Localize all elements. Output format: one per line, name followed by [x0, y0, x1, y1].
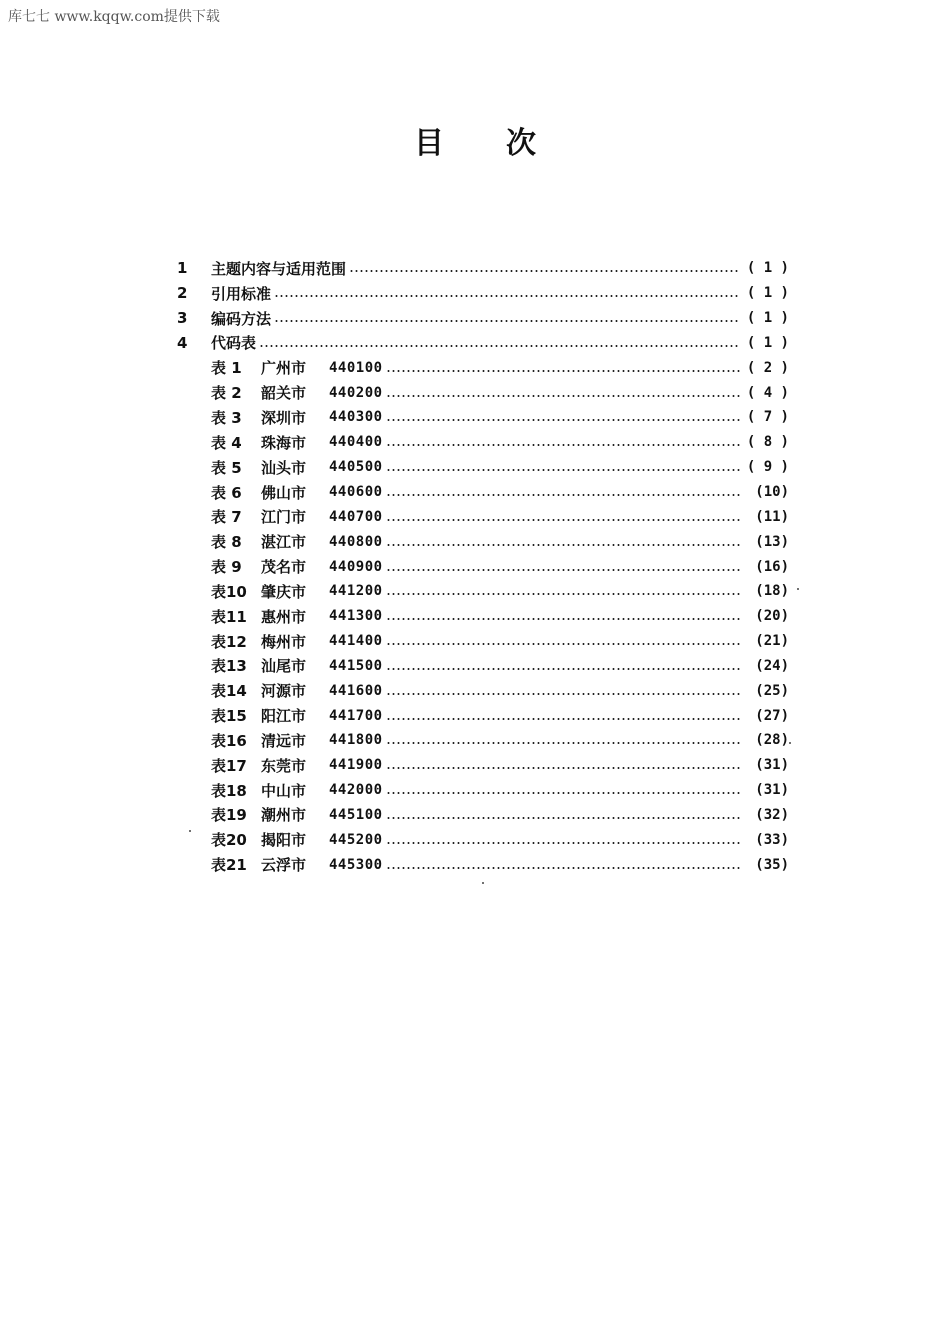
toc-table-row[interactable] [177, 753, 789, 778]
leader-dots [386, 767, 740, 769]
toc-section-row[interactable] [177, 281, 789, 306]
watermark-text: 库七七 www.kqqw.com提供下载 [8, 9, 220, 25]
area-code: 440200 [329, 384, 383, 401]
city-name: 深圳市 [261, 408, 307, 427]
toc-table-row[interactable] [177, 629, 789, 654]
leader-dots [274, 320, 740, 322]
city-name: 珠海市 [261, 433, 307, 452]
city-name: 佛山市 [261, 483, 307, 502]
table-of-contents [177, 256, 789, 877]
section-number: 4 [177, 333, 188, 352]
toc-table-row[interactable] [177, 529, 789, 554]
toc-table-row[interactable] [177, 827, 789, 852]
page-number: (10) [755, 484, 789, 501]
area-code: 441600 [329, 682, 383, 699]
table-number: 表11 [211, 607, 247, 626]
table-number: 表19 [211, 806, 247, 825]
table-number: 表 2 [211, 384, 242, 403]
title-char-2: 次 [506, 126, 536, 161]
table-number: 表14 [211, 682, 247, 701]
page-number: (31) [755, 757, 789, 774]
toc-table-row[interactable] [177, 380, 789, 405]
table-number: 表 9 [211, 558, 242, 577]
page-number: (32) [755, 806, 789, 823]
city-name: 茂名市 [261, 558, 307, 577]
leader-dots [386, 842, 740, 844]
table-number: 表 5 [211, 458, 242, 477]
leader-dots [386, 469, 740, 471]
city-name: 清远市 [261, 731, 307, 750]
page-number: (13) [755, 533, 789, 550]
scan-speck [789, 742, 791, 744]
page-number: (33) [755, 831, 789, 848]
city-name: 肇庆市 [261, 582, 307, 601]
area-code: 441700 [329, 707, 383, 724]
city-name: 阳江市 [261, 707, 307, 726]
page-number: (16) [755, 558, 789, 575]
leader-dots [386, 742, 740, 744]
city-name: 广州市 [261, 359, 307, 378]
city-name: 潮州市 [261, 806, 307, 825]
leader-dots [386, 370, 740, 372]
toc-table-row[interactable] [177, 703, 789, 728]
table-number: 表20 [211, 831, 247, 850]
area-code: 445100 [329, 806, 383, 823]
leader-dots [274, 295, 740, 297]
toc-table-row[interactable] [177, 430, 789, 455]
area-code: 441800 [329, 732, 383, 749]
toc-table-row[interactable] [177, 405, 789, 430]
toc-table-row[interactable] [177, 604, 789, 629]
title-char-1: 目 [414, 126, 444, 161]
toc-section-row[interactable] [177, 331, 789, 356]
toc-table-row[interactable] [177, 778, 789, 803]
leader-dots [386, 544, 740, 546]
table-number: 表 1 [211, 359, 242, 378]
page-number: ( 7 ) [746, 409, 789, 426]
leader-dots [386, 593, 740, 595]
area-code: 445300 [329, 856, 383, 873]
toc-table-row[interactable] [177, 803, 789, 828]
city-name: 梅州市 [261, 632, 307, 651]
area-code: 440800 [329, 533, 383, 550]
leader-dots [386, 693, 740, 695]
table-number: 表 3 [211, 408, 242, 427]
page-number: ( 1 ) [746, 334, 789, 351]
page-title [0, 118, 950, 162]
page-number: (20) [755, 608, 789, 625]
toc-table-row[interactable] [177, 852, 789, 877]
area-code: 440300 [329, 409, 383, 426]
leader-dots [386, 395, 740, 397]
leader-dots [386, 444, 740, 446]
leader-dots [259, 345, 740, 347]
leader-dots [386, 668, 740, 670]
page-number: ( 1 ) [746, 310, 789, 327]
city-name: 汕尾市 [261, 657, 307, 676]
area-code: 440600 [329, 484, 383, 501]
page-number: ( 4 ) [746, 384, 789, 401]
page-number: (27) [755, 707, 789, 724]
page-number: (21) [755, 633, 789, 650]
section-number: 3 [177, 309, 188, 328]
area-code: 441900 [329, 757, 383, 774]
scan-speck [797, 588, 799, 590]
toc-table-row[interactable] [177, 654, 789, 679]
area-code: 440700 [329, 508, 383, 525]
leader-dots [386, 867, 740, 869]
area-code: 442000 [329, 782, 383, 799]
table-number: 表18 [211, 781, 247, 800]
city-name: 汕头市 [261, 458, 307, 477]
city-name: 河源市 [261, 682, 307, 701]
area-code: 445200 [329, 831, 383, 848]
table-number: 表13 [211, 657, 247, 676]
table-number: 表10 [211, 582, 247, 601]
leader-dots [386, 519, 740, 521]
page-number: (11) [755, 508, 789, 525]
city-name: 江门市 [261, 508, 307, 527]
city-name: 韶关市 [261, 384, 307, 403]
toc-table-row[interactable] [177, 728, 789, 753]
page-number: ( 1 ) [746, 285, 789, 302]
table-number: 表15 [211, 707, 247, 726]
table-number: 表 8 [211, 533, 242, 552]
toc-table-row[interactable] [177, 480, 789, 505]
city-name: 湛江市 [261, 533, 307, 552]
table-number: 表 6 [211, 483, 242, 502]
toc-section-row[interactable] [177, 306, 789, 331]
city-name: 中山市 [261, 781, 307, 800]
table-number: 表16 [211, 731, 247, 750]
section-title: 主题内容与适用范围 [211, 259, 347, 278]
leader-dots [386, 494, 740, 496]
page-number: (24) [755, 657, 789, 674]
page-number: ( 1 ) [746, 260, 789, 277]
page-number: (28) [755, 732, 789, 749]
section-number: 2 [177, 284, 188, 303]
page-number: (18) [755, 583, 789, 600]
page-number: (31) [755, 782, 789, 799]
area-code: 441400 [329, 633, 383, 650]
area-code: 441500 [329, 657, 383, 674]
area-code: 440900 [329, 558, 383, 575]
toc-table-row[interactable] [177, 579, 789, 604]
page-number: (25) [755, 682, 789, 699]
toc-section-row[interactable] [177, 256, 789, 281]
section-title: 编码方法 [211, 309, 272, 328]
toc-table-row[interactable] [177, 355, 789, 380]
page-number: ( 8 ) [746, 434, 789, 451]
area-code: 440100 [329, 359, 383, 376]
page-number: ( 2 ) [746, 359, 789, 376]
leader-dots [386, 817, 740, 819]
area-code: 440500 [329, 459, 383, 476]
leader-dots [386, 618, 740, 620]
city-name: 东莞市 [261, 756, 307, 775]
table-list [177, 355, 789, 877]
section-title: 代码表 [211, 334, 257, 353]
toc-table-row[interactable] [177, 504, 789, 529]
leader-dots [386, 569, 740, 571]
leader-dots [386, 419, 740, 421]
city-name: 惠州市 [261, 607, 307, 626]
toc-table-row[interactable] [177, 455, 789, 480]
scan-speck [482, 882, 484, 884]
scan-speck [189, 830, 191, 832]
leader-dots [349, 270, 740, 272]
toc-table-row[interactable] [177, 678, 789, 703]
section-title: 引用标准 [211, 284, 272, 303]
table-number: 表 7 [211, 508, 242, 527]
city-name: 云浮市 [261, 856, 307, 875]
section-number: 1 [177, 259, 188, 278]
page-number: (35) [755, 856, 789, 873]
page-number: ( 9 ) [746, 459, 789, 476]
leader-dots [386, 792, 740, 794]
table-number: 表17 [211, 756, 247, 775]
toc-table-row[interactable] [177, 554, 789, 579]
table-number: 表12 [211, 632, 247, 651]
area-code: 441300 [329, 608, 383, 625]
city-name: 揭阳市 [261, 831, 307, 850]
area-code: 440400 [329, 434, 383, 451]
table-number: 表 4 [211, 433, 242, 452]
leader-dots [386, 718, 740, 720]
table-number: 表21 [211, 856, 247, 875]
leader-dots [386, 643, 740, 645]
area-code: 441200 [329, 583, 383, 600]
